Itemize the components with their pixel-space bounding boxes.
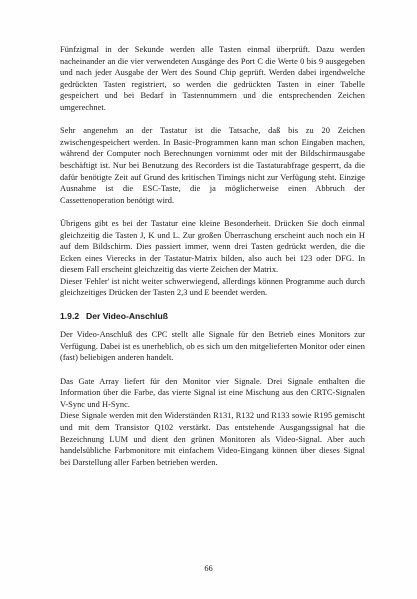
paragraph-video-port: Der Video-Anschluß des CPC stellt alle Signale für den Betrieb eines Monitors zur Verfügung. Dabei ist es unerheblich, ob es sich um den mitgelieferten Monitor oder einen (fast) beliebigen anderen handelt. xyxy=(60,330,365,363)
section-number: 1.9.2 xyxy=(60,310,80,321)
paragraph-keyboard-buffer: Sehr angenehm an der Tastatur ist die Tatsache, daß bis zu 20 Zeichen zwischengespeichert werden. In Basic-Programmen kann man schon Eingaben machen, während der Computer noch Berechnungen vornimmt oder mit der Bildschirmausgabe beschäftigt ist. Nur bei Benutzung des Recorders ist die Tastaturabfrage gesperrt, da die dafür benötigte Zeit auf Grund des kritischen Timings nicht zur Verfügung steht. Einzige Ausnahme ist die ESC-Taste, die ja möglicherweise einen Abbruch der Cassettenoperation benötigt wird. xyxy=(60,126,365,205)
paragraph-keyboard-quirk: Übrigens gibt es bei der Tastatur eine kleine Besonderheit. Drücken Sie doch einmal gleichzeitig die Tasten J, K und L. Zur großen Überraschung erscheint auch noch ein H auf dem Bildschirm. Dies passiert immer, wenn drei Tasten gedrückt werden, die die Ecken eines Vierecks in der Tastatur-Matrix bilden, also auch bei 123 oder DFG. In diesem Fall erscheint gleichzeitig das vierte Zeichen der Matrix. xyxy=(60,218,365,275)
paragraph-keyboard-scan: Fünfzigmal in der Sekunde werden alle Tasten einmal überprüft. Dazu werden nacheinander an die vier verwendeten Ausgänge des Port C die Werte 0 bis 9 ausgegeben und nach jeder Ausgabe der Wert des Sound Chip geprüft. Werden dabei irgendwelche gedrückten Tasten registriert, so werden die gedrückten Tasten in einer Tabelle gespeichert und bei Bedarf in Tastennummern und die entsprechenden Zeichen umgerechnet. xyxy=(60,45,365,112)
paragraph-lum-signal: Diese Signale werden mit den Widerständen R131, R132 und R133 sowie R195 gemischt und mit dem Transistor Q102 verstärkt. Das entstehende Ausgangssignal hat die Bezeichnung LUM und dient den grünen Monitoren als Video-Signal. Aber auch handelsübliche Farbmonitore mit einfachem Video-Eingang können über dieses Signal bei Darstellung aller Farben betrieben werden. xyxy=(60,411,365,467)
page-body xyxy=(60,44,365,468)
section-title: Der Video-Anschluß xyxy=(86,310,168,321)
paragraph-gate-array: Das Gate Array liefert für den Monitor vier Signale. Drei Signale enthalten die Information über die Farbe, das vierte Signal ist eine Mischung aus den CRTC-Signalen V-Sync und H-Sync. xyxy=(60,376,365,409)
section-heading xyxy=(60,311,365,323)
page-number: 66 xyxy=(204,564,213,573)
paragraph-keyboard-error: Dieser 'Fehler' ist nicht weiter schwerwiegend, allerdings können Programme auch durch gleichzeitiges Drücken der Tasten 2,3 und E beendet werden. xyxy=(60,276,365,298)
